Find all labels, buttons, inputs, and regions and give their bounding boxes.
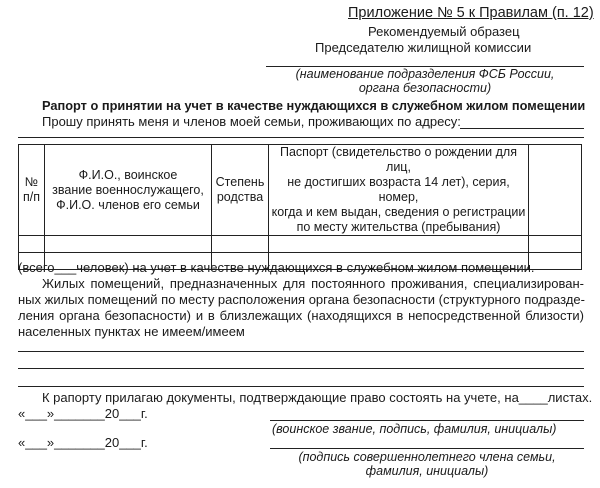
appendix-heading: Приложение № 5 к Правилам (п. 12) (348, 5, 594, 21)
date-field-2: «___»_______20___г. (18, 435, 148, 450)
table-cell[interactable] (529, 236, 582, 253)
col-header-name: Ф.И.О., воинское звание военнослужащего, Ф.И.О. членов его семьи (45, 145, 212, 236)
people-count-line: (всего___человек) на учет в качестве нуждающихся в служебном жилом помещении. (18, 260, 535, 275)
signature-caption-1: (воинское звание, подпись, фамилия, инициалы) (272, 422, 557, 436)
blank-line (18, 351, 584, 352)
paragraph-line: населенных пунктах не имеем/имеем (18, 324, 245, 339)
table-cell[interactable] (19, 236, 45, 253)
signature-line-1 (270, 420, 584, 421)
request-line: Прошу принять меня и членов моей семьи, проживающих по адресу: (42, 114, 461, 129)
col-header-blank (529, 145, 582, 236)
address-line-2 (18, 137, 584, 138)
paragraph-line: ных жилых помещений по месту расположения органа безопасности (структурного подразде- (18, 292, 585, 307)
family-members-table (18, 144, 582, 270)
table-cell[interactable] (45, 236, 212, 253)
signature-caption-2: (подпись совершеннолетнего члена семьи, фамилия, инициалы) (298, 450, 556, 478)
date-field-1: «___»_______20___г. (18, 406, 148, 421)
table-cell[interactable] (269, 236, 529, 253)
table-cell[interactable] (212, 236, 269, 253)
blank-line (18, 386, 584, 387)
unit-caption: (наименование подразделения ФСБ России, органа безопасности) (295, 67, 555, 95)
col-header-passport: Паспорт (свидетельство о рождении для лиц, не достигших возраста 14 лет), серия, номер, когда и кем выдан, сведения о регистрации по месту жительства (пребывания) (269, 145, 529, 236)
sample-label: Рекомендуемый образец (368, 24, 520, 39)
blank-line (18, 368, 584, 369)
table-cell[interactable] (529, 253, 582, 270)
report-title: Рапорт о принятии на учет в качестве нуждающихся в служебном жилом помещении (42, 98, 586, 113)
paragraph-line: Жилых помещений, предназначенных для постоянного проживания, специализирован- (42, 276, 584, 291)
signature-line-2 (270, 448, 584, 449)
paragraph-line: ления органа безопасности) и в близлежащих (находящихся в непосредственной близости) (18, 308, 584, 323)
attachments-line: К рапорту прилагаю документы, подтверждающие право состоять на учете, на____листах. (42, 390, 593, 405)
table-row (19, 236, 582, 253)
col-header-number: № п/п (19, 145, 45, 236)
addressee: Председателю жилищной комиссии (315, 40, 532, 55)
col-header-relation: Степень родства (212, 145, 269, 236)
address-line-1 (460, 128, 584, 129)
